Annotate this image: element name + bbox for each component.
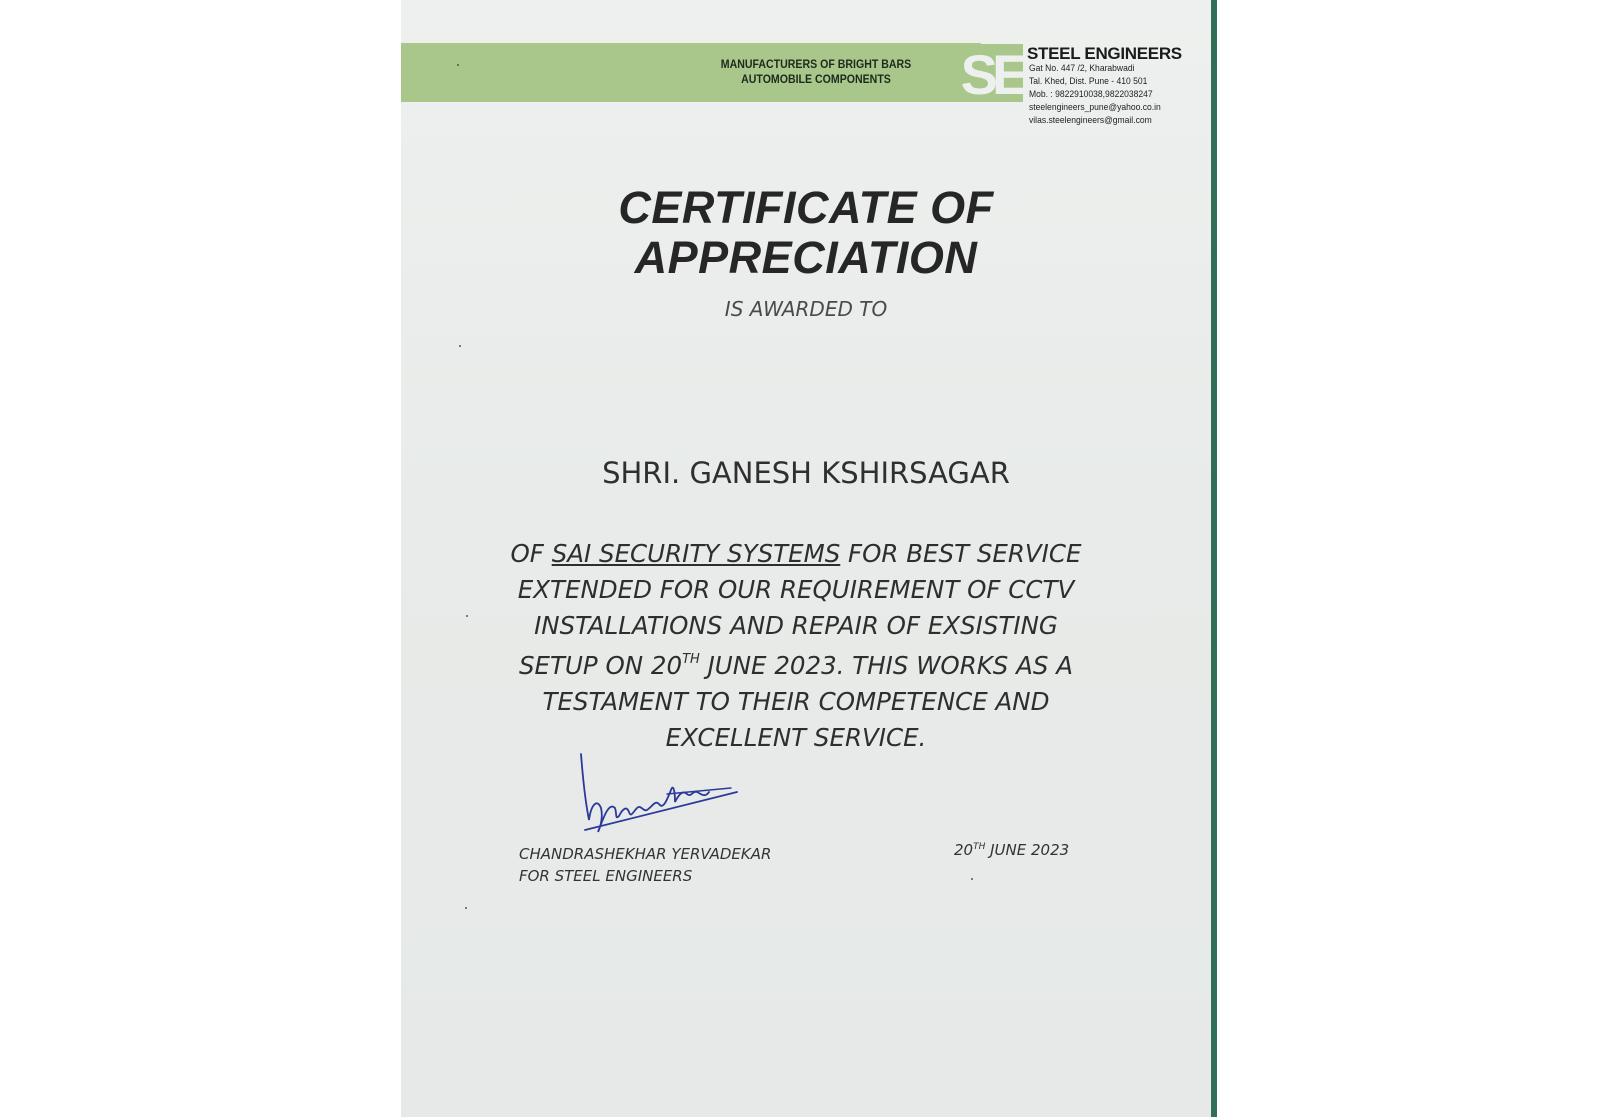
citation-text <box>501 536 1091 756</box>
address-line: Gat No. 447 /2, Kharabwadi <box>1029 63 1135 74</box>
address-line: Tal. Khed, Dist. Pune - 410 501 <box>1029 76 1148 87</box>
certificate-paper <box>401 0 1211 1117</box>
paper-speck <box>465 907 467 909</box>
citation-part-1: FOR BEST SERVICE EXTENDED FOR OUR REQUIREMENT OF CCTV INSTALLATIONS AND REPAIR OF EXSISTING SETUP ON 20 <box>517 539 1082 681</box>
date-day: 20 <box>954 841 974 859</box>
citation-part-2: JUNE 2023. THIS WORKS AS A TESTAMENT TO THEIR COMPETENCE AND EXCELLENT SERVICE. <box>542 651 1073 753</box>
svg-text:SE: SE <box>961 44 1023 102</box>
paper-speck <box>457 64 459 66</box>
recipient-name: SHRI. GANESH KSHIRSAGAR <box>602 456 1010 490</box>
paper-speck <box>971 878 973 880</box>
signature <box>571 750 741 840</box>
title-line-2: APPRECIATION <box>634 232 978 283</box>
citation-prefix: OF <box>510 539 552 568</box>
date-superscript: TH <box>682 652 700 667</box>
tagline-line-2: AUTOMOBILE COMPONENTS <box>741 74 891 86</box>
paper-speck <box>459 345 461 347</box>
organisation-name: SAI SECURITY SYSTEMS <box>551 539 841 568</box>
email-line: steelengineers_pune@yahoo.co.in <box>1029 102 1161 113</box>
paper-speck <box>466 615 468 617</box>
date-month-year: JUNE 2023 <box>985 841 1070 859</box>
background-left <box>0 0 400 1117</box>
background-right <box>1217 0 1601 1117</box>
mobile-line: Mob. : 9822910038,9822038247 <box>1029 89 1153 100</box>
certificate-title <box>581 183 1031 283</box>
company-tagline <box>710 58 922 88</box>
tagline-line-1: MANUFACTURERS OF BRIGHT BARS <box>720 59 912 71</box>
signatory-block <box>519 843 771 887</box>
title-line-1: CERTIFICATE OF <box>618 182 994 233</box>
email-line: vilas.steelengineers@gmail.com <box>1029 115 1152 126</box>
company-name: STEEL ENGINEERS <box>1027 44 1182 63</box>
date-day-suffix: TH <box>973 842 986 852</box>
signatory-name: CHANDRASHEKHAR YERVADEKAR <box>519 845 772 863</box>
se-logo <box>961 44 1023 102</box>
awarded-to-label: IS AWARDED TO <box>724 297 888 321</box>
signature-date <box>954 841 1069 859</box>
signatory-organisation: FOR STEEL ENGINEERS <box>519 867 693 885</box>
